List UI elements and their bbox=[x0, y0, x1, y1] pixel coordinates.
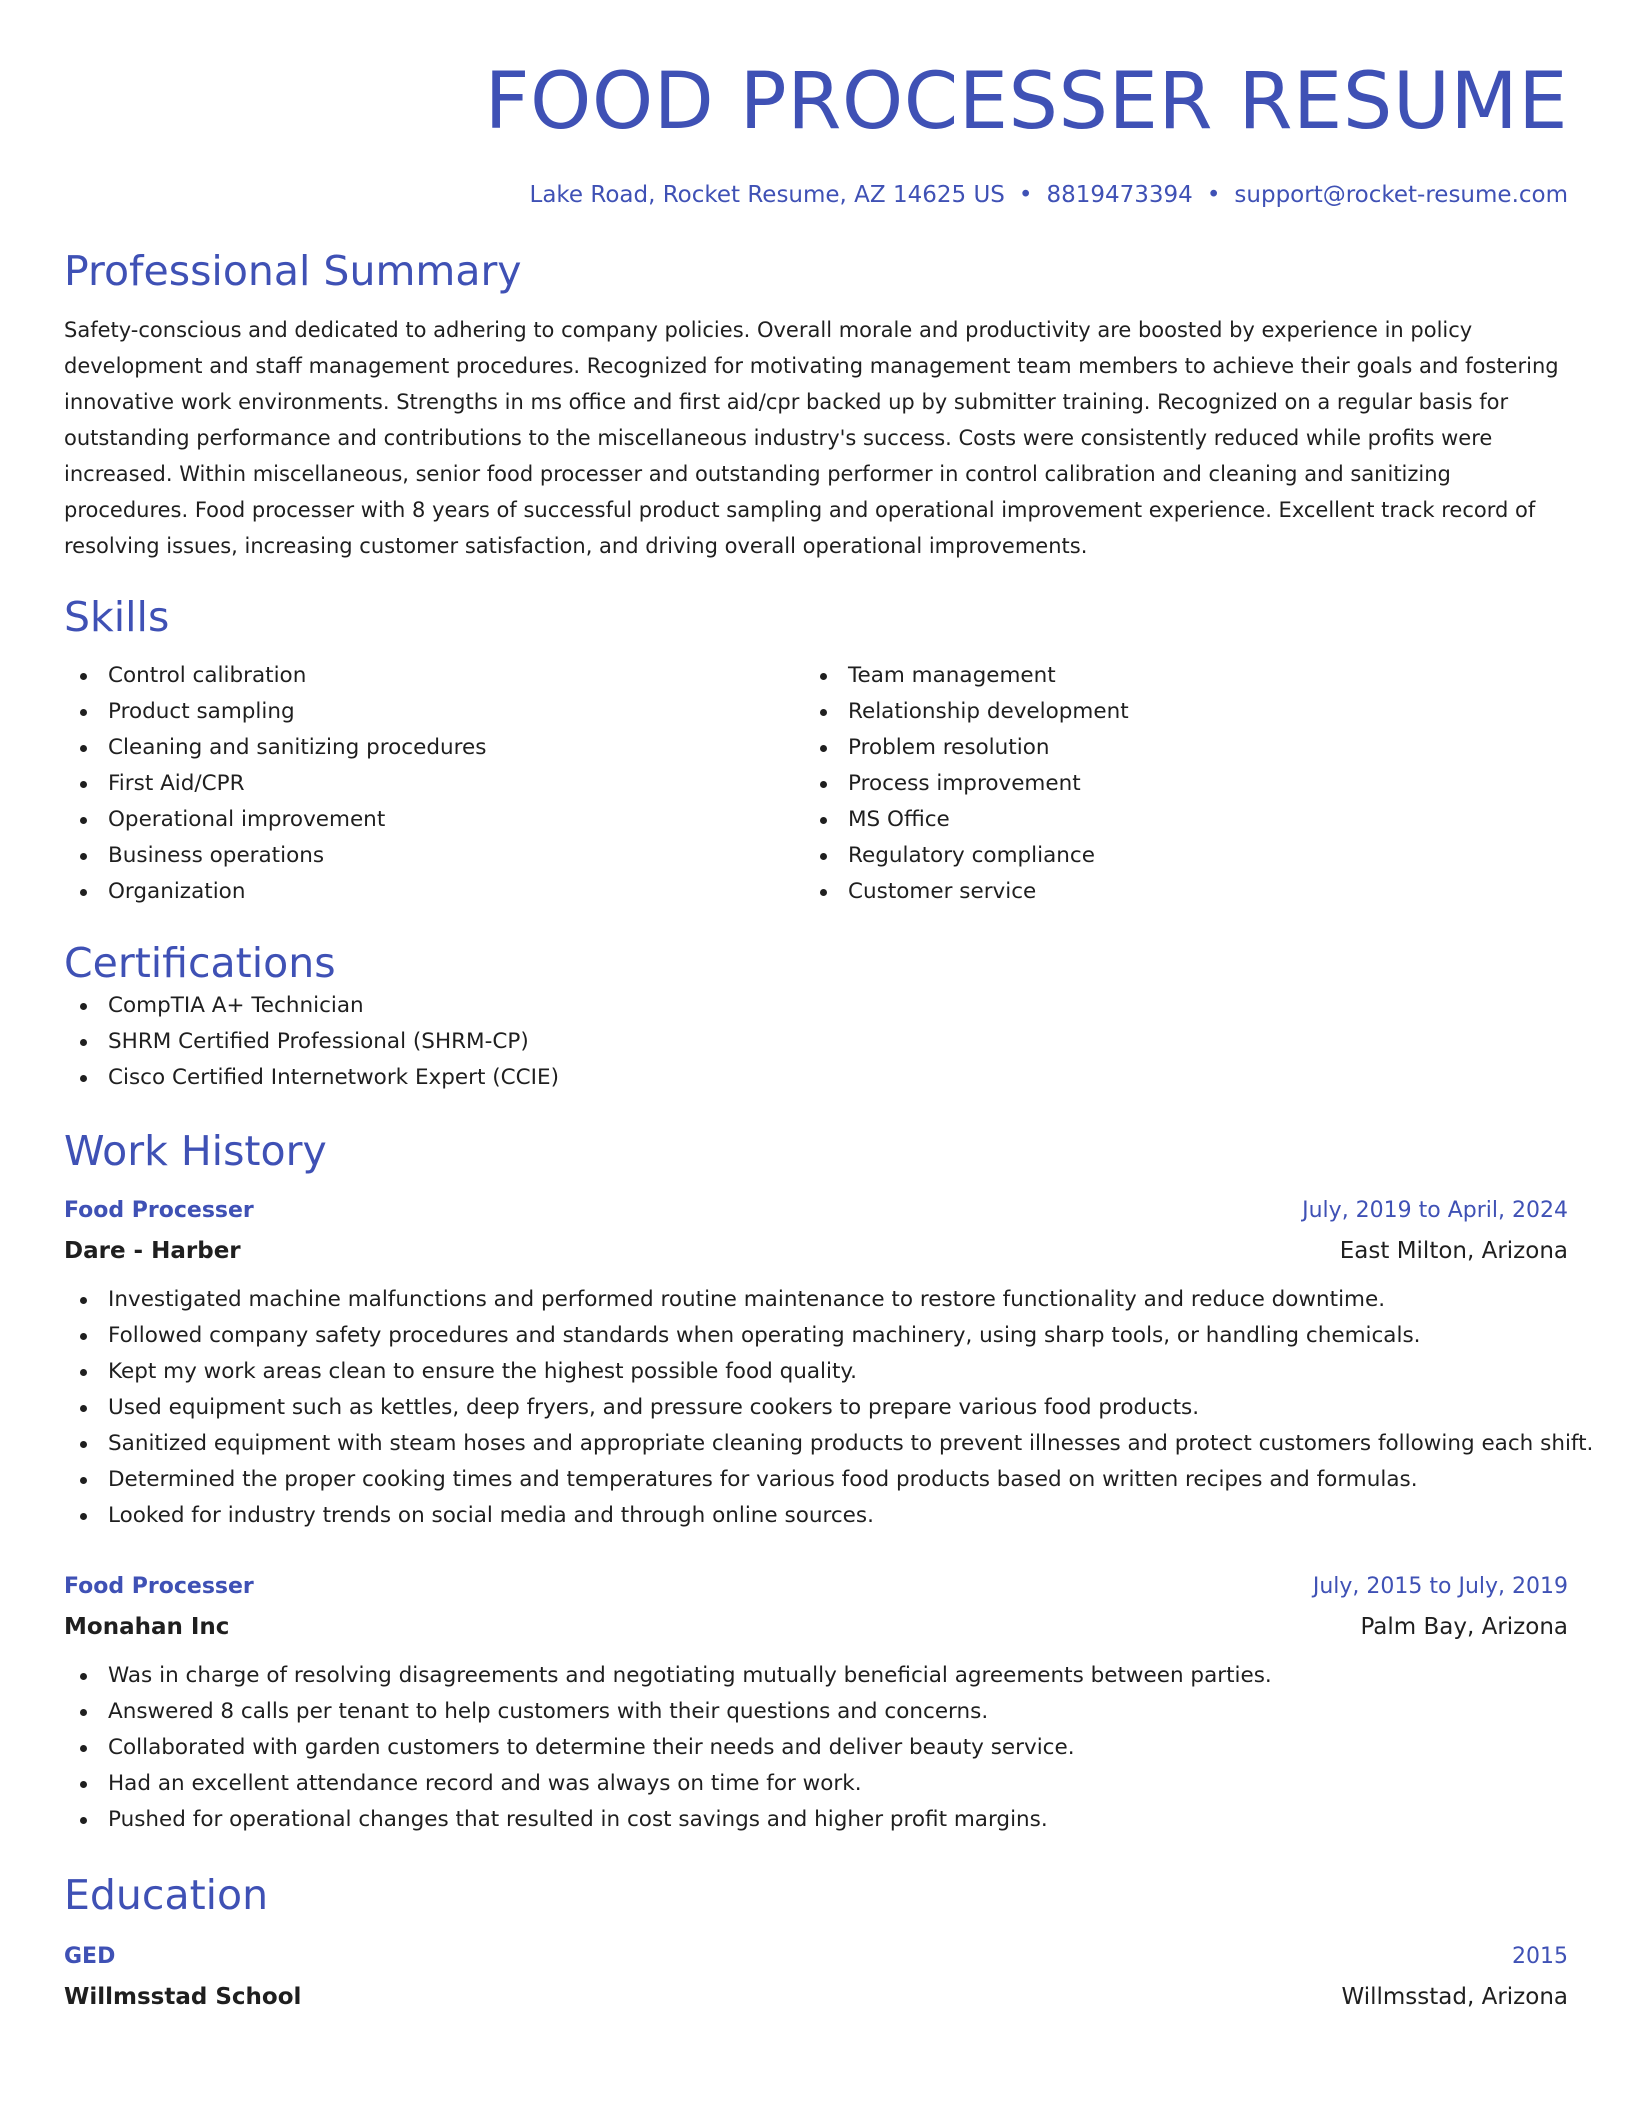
skill-item: Cleaning and sanitizing procedures bbox=[64, 730, 804, 766]
skill-item: Control calibration bbox=[64, 658, 804, 694]
job-duty: Followed company safety procedures and standards when operating machinery, using sharp tools, or handling chemicals. bbox=[64, 1318, 1568, 1354]
education-location: Willmsstad, Arizona bbox=[1341, 1984, 1568, 2010]
job-duty: Was in charge of resolving disagreements and negotiating mutually beneficial agreements between parties. bbox=[64, 1658, 1568, 1694]
certifications-list bbox=[64, 988, 1568, 1096]
skill-item: First Aid/CPR bbox=[64, 766, 804, 802]
job-duty: Used equipment such as kettles, deep fryers, and pressure cookers to prepare various food products. bbox=[64, 1390, 1568, 1426]
skill-item: MS Office bbox=[804, 802, 1544, 838]
contact-separator: • bbox=[1206, 182, 1221, 208]
job-location: East Milton, Arizona bbox=[1339, 1238, 1568, 1264]
resume-title: FOOD PROCESSER RESUME bbox=[484, 57, 1568, 147]
job-dates: July, 2019 to April, 2024 bbox=[1302, 1198, 1568, 1223]
job-duty: Looked for industry trends on social media and through online sources. bbox=[64, 1498, 1568, 1534]
skills-heading: Skills bbox=[64, 593, 170, 641]
job-header bbox=[64, 1572, 1568, 1602]
job-duty: Investigated machine malfunctions and performed routine maintenance to restore functionality and reduce downtime. bbox=[64, 1282, 1568, 1318]
summary-heading: Professional Summary bbox=[64, 247, 522, 295]
contact-phone: 8819473394 bbox=[1046, 182, 1193, 208]
skill-item: Regulatory compliance bbox=[804, 838, 1544, 874]
job-duty: Answered 8 calls per tenant to help customers with their questions and concerns. bbox=[64, 1694, 1568, 1730]
job-location: Palm Bay, Arizona bbox=[1360, 1614, 1568, 1640]
skill-item: Business operations bbox=[64, 838, 804, 874]
certification-item: CompTIA A+ Technician bbox=[64, 988, 1568, 1024]
education-subheader bbox=[64, 1982, 1568, 2012]
education-entry bbox=[64, 1942, 1568, 2012]
job-company: Dare - Harber bbox=[64, 1238, 241, 1264]
education-header bbox=[64, 1942, 1568, 1972]
skill-item: Product sampling bbox=[64, 694, 804, 730]
job-duty: Kept my work areas clean to ensure the highest possible food quality. bbox=[64, 1354, 1568, 1390]
job-entry bbox=[64, 1572, 1568, 1838]
work-history-heading: Work History bbox=[64, 1127, 327, 1175]
job-subheader bbox=[64, 1236, 1568, 1266]
skills-list-left bbox=[64, 658, 804, 910]
certification-item: Cisco Certified Internetwork Expert (CCIE) bbox=[64, 1060, 1568, 1096]
job-role: Food Processer bbox=[64, 1198, 254, 1223]
job-company: Monahan Inc bbox=[64, 1614, 230, 1640]
contact-email: support@rocket-resume.com bbox=[1234, 182, 1568, 208]
education-degree: GED bbox=[64, 1944, 116, 1969]
job-entry bbox=[64, 1196, 1594, 1534]
certifications-heading: Certifications bbox=[64, 939, 336, 987]
job-role: Food Processer bbox=[64, 1574, 254, 1599]
skill-item: Customer service bbox=[804, 874, 1544, 910]
job-duty: Determined the proper cooking times and temperatures for various food products based on written recipes and formulas. bbox=[64, 1462, 1568, 1498]
job-dates: July, 2015 to July, 2019 bbox=[1312, 1574, 1568, 1599]
job-header bbox=[64, 1196, 1568, 1226]
education-heading: Education bbox=[64, 1871, 269, 1919]
job-duties bbox=[64, 1658, 1568, 1838]
contact-address: Lake Road, Rocket Resume, AZ 14625 US bbox=[529, 182, 1005, 208]
job-duty: Had an excellent attendance record and was always on time for work. bbox=[64, 1766, 1568, 1802]
skills-grid bbox=[64, 658, 1568, 910]
job-duty: Sanitized equipment with steam hoses and appropriate cleaning products to prevent illnesses and protect customers following each shift. bbox=[64, 1426, 1568, 1462]
skill-item: Problem resolution bbox=[804, 730, 1544, 766]
contact-separator: • bbox=[1018, 182, 1033, 208]
job-subheader bbox=[64, 1612, 1568, 1642]
skill-item: Operational improvement bbox=[64, 802, 804, 838]
skill-item: Relationship development bbox=[804, 694, 1544, 730]
skill-item: Process improvement bbox=[804, 766, 1544, 802]
job-duties bbox=[64, 1282, 1594, 1534]
certification-item: SHRM Certified Professional (SHRM-CP) bbox=[64, 1024, 1568, 1060]
skill-item: Organization bbox=[64, 874, 804, 910]
summary-text: Safety-conscious and dedicated to adhering to company policies. Overall morale and productivity are boosted by experience in policy development and staff management procedures. Recognized for motivating management team members to achieve their goals and fostering innovative work environments. Strengths in ms office and first aid/cpr backed up by submitter training. Recognized on a regular basis for outstanding performance and contributions to the miscellaneous industry's success. Costs were consistently reduced while profits were increased. Within miscellaneous, senior food processer and outstanding performer in control calibration and cleaning and sanitizing procedures. Food processer with 8 years of successful product sampling and operational improvement experience. Excellent track record of resolving issues, increasing customer satisfaction, and driving overall operational improvements. bbox=[64, 318, 1559, 558]
contact-line bbox=[64, 180, 1568, 210]
education-year: 2015 bbox=[1512, 1944, 1568, 1969]
job-duty: Collaborated with garden customers to determine their needs and deliver beauty service. bbox=[64, 1730, 1568, 1766]
job-duty: Pushed for operational changes that resulted in cost savings and higher profit margins. bbox=[64, 1802, 1568, 1838]
skill-item: Team management bbox=[804, 658, 1544, 694]
education-school: Willmsstad School bbox=[64, 1984, 302, 2010]
skills-list-right bbox=[804, 658, 1544, 910]
